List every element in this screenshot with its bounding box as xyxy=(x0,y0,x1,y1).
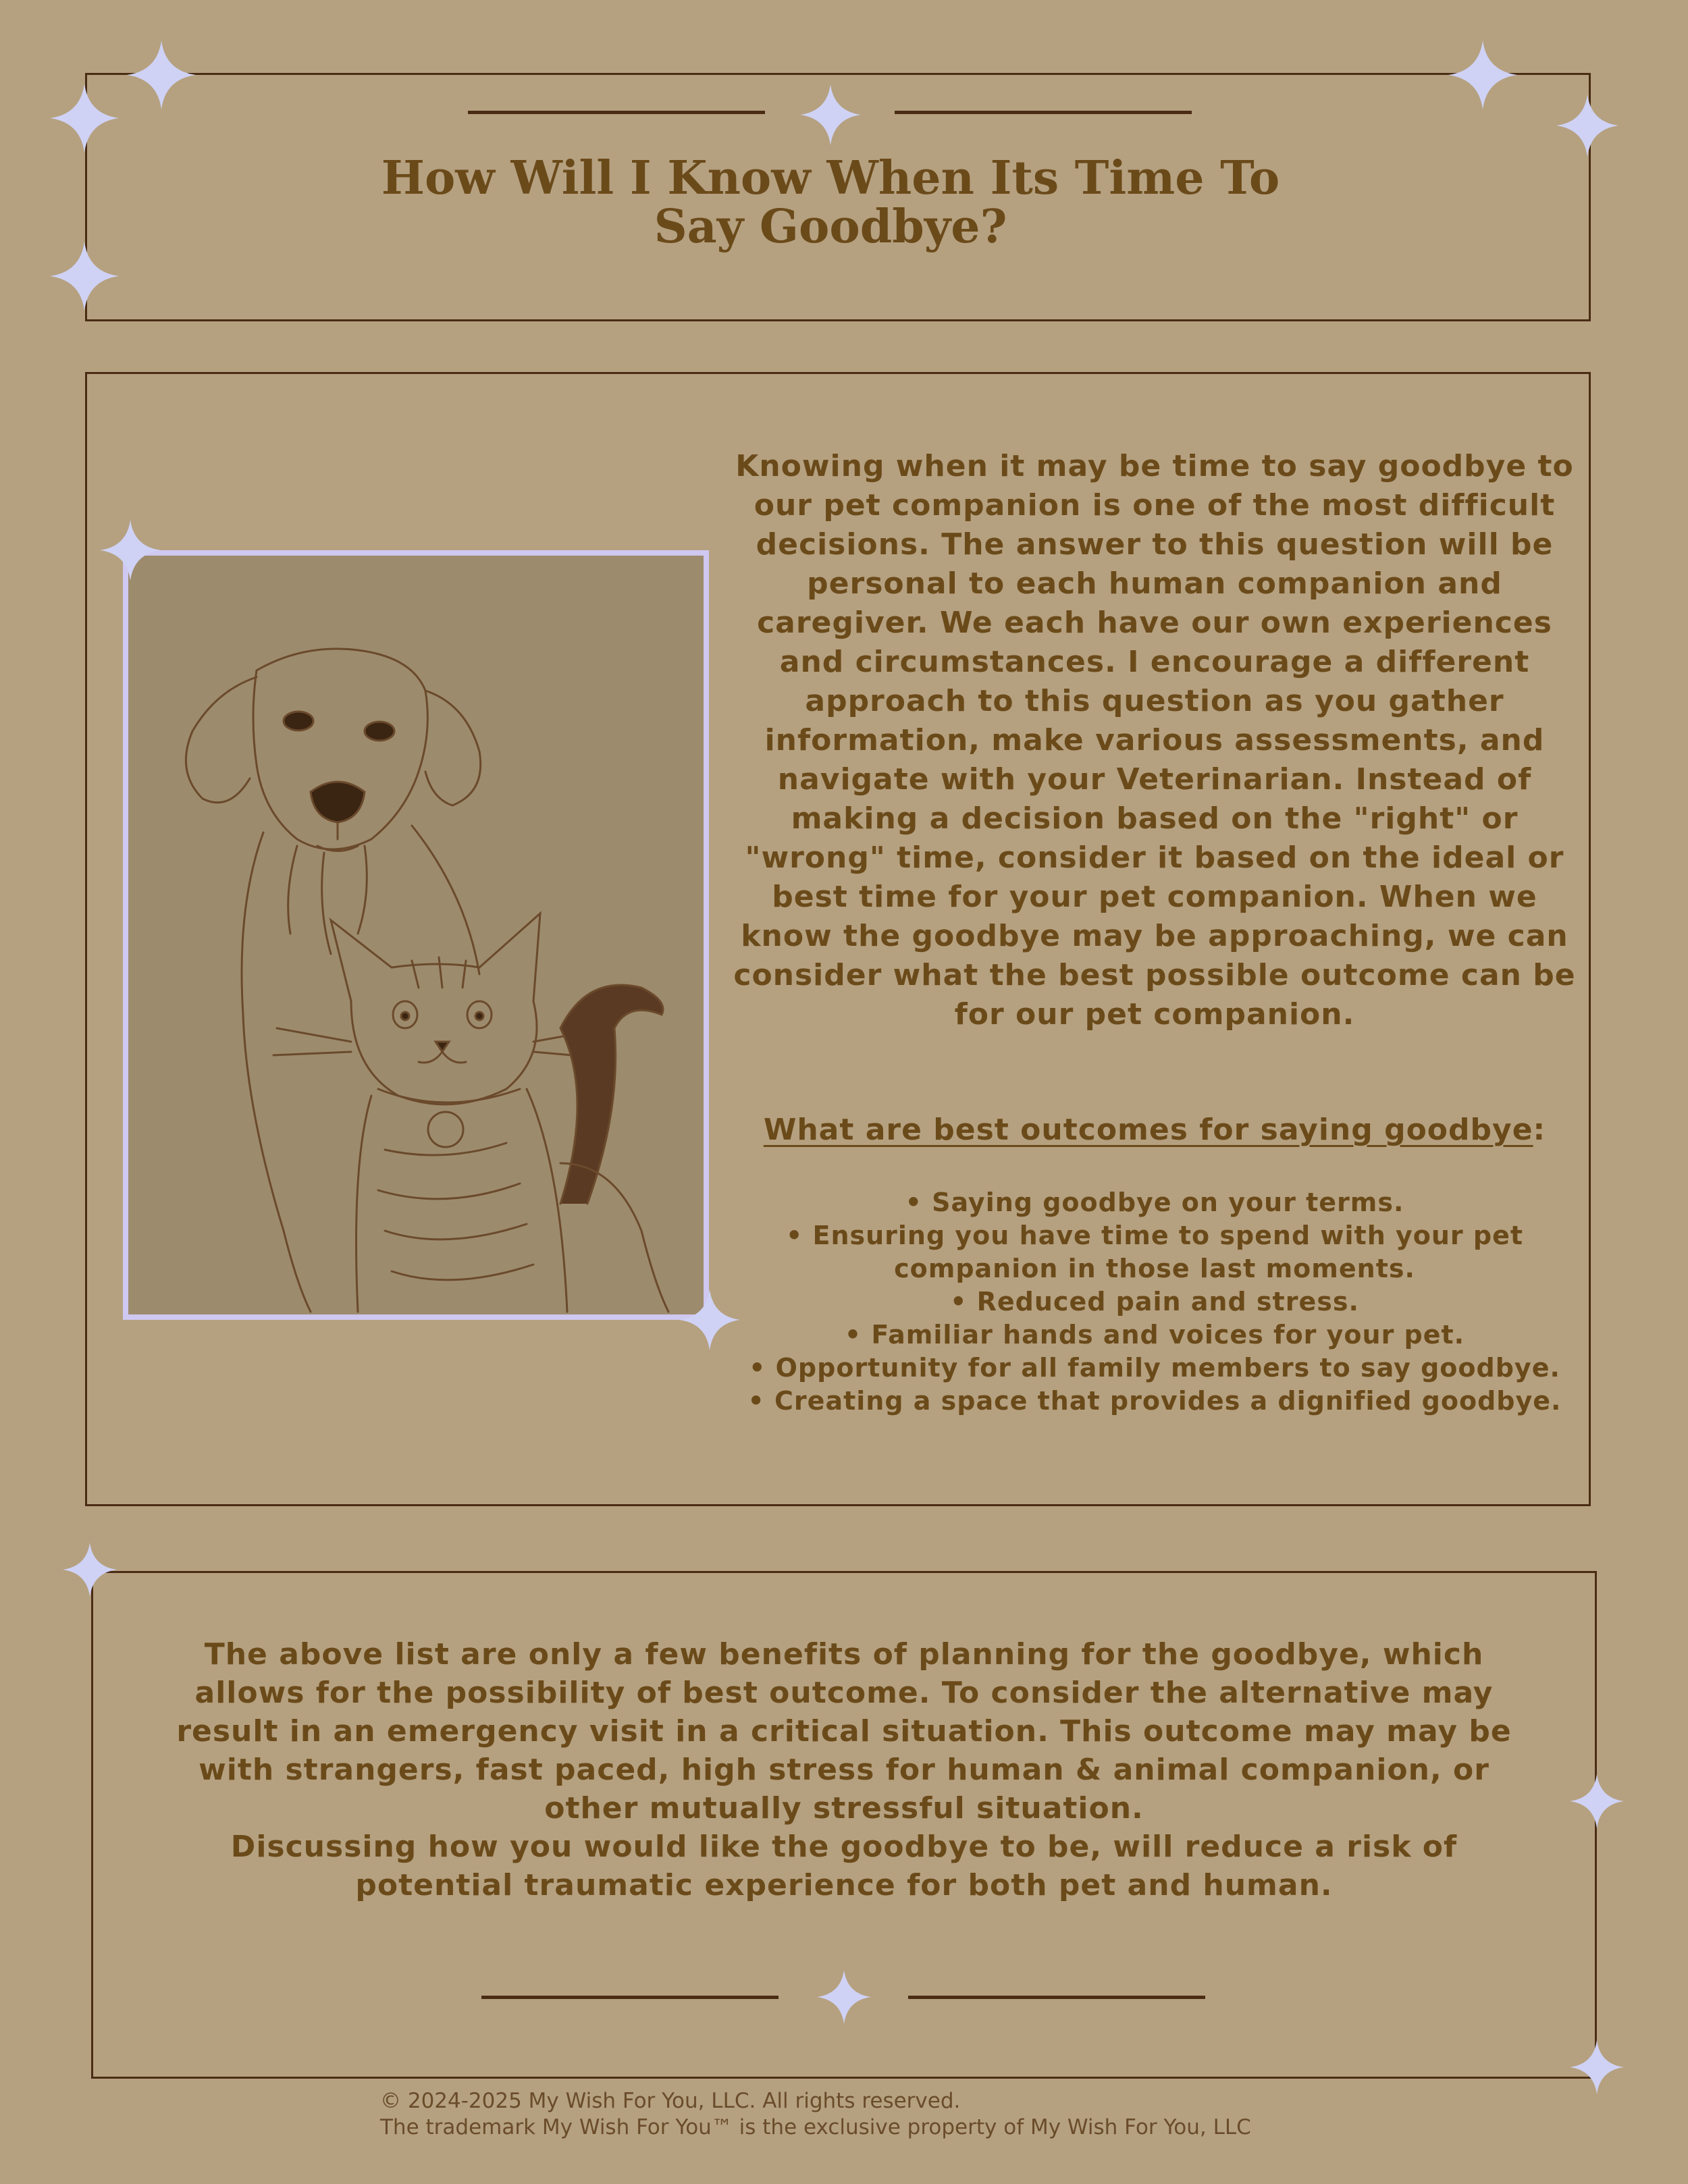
sparkle-icon xyxy=(50,84,119,153)
closing-rule-left xyxy=(481,1996,779,1999)
sparkle-icon xyxy=(1556,95,1618,157)
sparkle-icon xyxy=(679,1289,740,1350)
dog-and-cat-illustration-icon xyxy=(128,556,704,1314)
title-line-1: How Will I Know When Its Time To xyxy=(381,151,1280,205)
title-line-2: Say Goodbye? xyxy=(654,200,1007,254)
header-rule-left xyxy=(468,111,765,114)
sparkle-icon xyxy=(1448,41,1517,109)
sparkle-icon xyxy=(100,520,161,581)
sparkle-icon xyxy=(817,1970,871,2024)
trademark-text: The trademark My Wish For You™ is the exclusive property of My Wish For You, LLC xyxy=(380,2115,1251,2139)
benefits-heading-text: What are best outcomes for saying goodbye xyxy=(763,1113,1533,1147)
benefits-heading-colon: : xyxy=(1533,1113,1546,1147)
closing-paragraph-1: The above list are only a few benefits of planning for the goodbye, which allows for the possibility of best outcome. To consider the alternative may result in an emergency visit in a critical situation. This outcome may may be with strangers, fast paced, high stress for human & animal companion, or other mutually stressful situation. xyxy=(176,1637,1512,1826)
benefits-heading xyxy=(733,1111,1577,1150)
intro-paragraph: Knowing when it may be time to say goodbye to our pet companion is one of the most difficult decisions. The answer to this question will be personal to each human companion and caregiver. We each have our own experiences and circumstances. I encourage a different approach to this question as you gather information, make various assessments, and navigate with your Veterinarian. Instead of making a decision based on the "right" or "wrong" time, consider it based on the ideal or best time for your pet companion. When we know the goodbye may be approaching, we can consider what the best possible outcome can be for our pet companion. xyxy=(733,449,1576,1032)
sparkle-icon xyxy=(800,84,861,145)
benefit-item: • Reduced pain and stress. xyxy=(746,1285,1563,1319)
sparkle-icon xyxy=(127,41,196,109)
benefit-item: • Saying goodbye on your terms. xyxy=(746,1186,1563,1219)
sparkle-icon xyxy=(1570,1774,1624,1828)
page-title xyxy=(290,151,1371,254)
benefit-item: • Ensuring you have time to spend with your pet companion in those last moments. xyxy=(746,1219,1563,1285)
sparkle-icon xyxy=(63,1543,117,1597)
header-rule-right xyxy=(895,111,1192,114)
benefit-item: • Familiar hands and voices for your pet. xyxy=(746,1319,1563,1352)
closing-rule-right xyxy=(908,1996,1205,1999)
copyright-text: © 2024-2025 My Wish For You, LLC. All rights reserved. xyxy=(380,2089,961,2113)
sparkle-icon xyxy=(1570,2040,1624,2094)
closing-text xyxy=(162,1635,1526,1905)
pet-illustration-frame xyxy=(123,550,709,1320)
footer xyxy=(380,2088,1528,2141)
benefit-item: • Opportunity for all family members to say goodbye. xyxy=(746,1352,1563,1385)
benefit-item: • Creating a space that provides a dignified goodbye. xyxy=(746,1385,1563,1418)
closing-paragraph-2: Discussing how you would like the goodbye to be, will reduce a risk of potential traumatic experience for both pet and human. xyxy=(230,1830,1458,1902)
sparkle-icon xyxy=(50,242,119,311)
benefits-list xyxy=(746,1186,1563,1418)
